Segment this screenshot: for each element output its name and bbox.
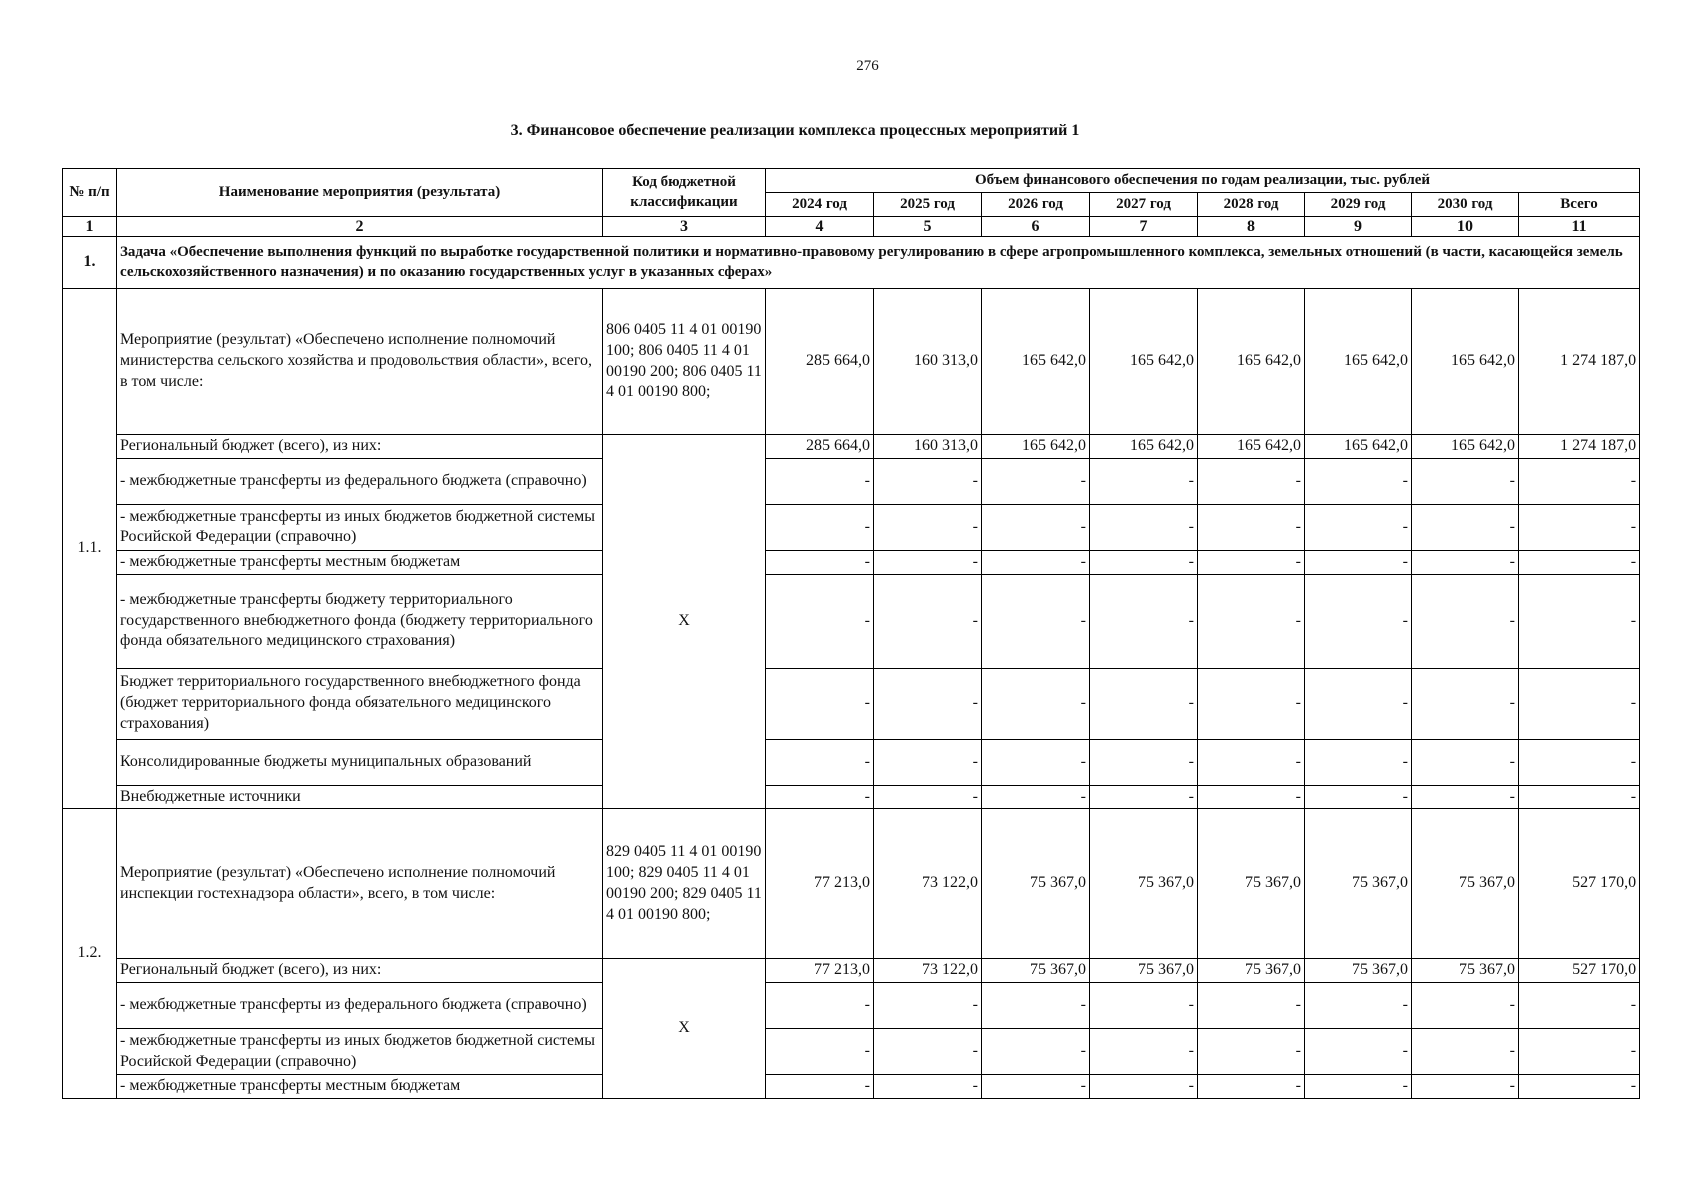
amount-cell: - (1412, 574, 1519, 668)
amount-cell: - (1198, 739, 1305, 785)
amount-cell: - (1198, 668, 1305, 739)
budget-source-name: Региональный бюджет (всего), из них: (117, 959, 603, 983)
amount-cell: - (1198, 1029, 1305, 1075)
amount-cell: - (982, 739, 1090, 785)
budget-source-row (63, 435, 1640, 459)
amount-cell: 75 367,0 (1198, 809, 1305, 959)
amount-cell: - (1412, 668, 1519, 739)
amount-cell: - (982, 668, 1090, 739)
amount-cell: - (874, 458, 982, 504)
header-total: Всего (1519, 193, 1640, 217)
amount-cell: - (766, 574, 874, 668)
budget-source-name: - межбюджетные трансферты из федерального бюджета (справочно) (117, 458, 603, 504)
measure-name: Мероприятие (результат) «Обеспечено исполнение полномочий министерства сельского хозяйства и продовольствия области», всего, в том числе: (117, 289, 603, 435)
amount-cell: - (1305, 668, 1412, 739)
amount-cell: 75 367,0 (1090, 959, 1198, 983)
amount-cell: - (874, 668, 982, 739)
column-index: 6 (982, 217, 1090, 237)
amount-cell: 160 313,0 (874, 289, 982, 435)
task-text: Задача «Обеспечение выполнения функций по выработке государственной политики и нормативно-правовому регулированию в сфере агропромышленного комплекса, земельных отношений (в части, касающейся земель сельскохозяйственного назначения) и по оказанию государственных услуг в указанных сферах» (117, 237, 1640, 289)
amount-cell: - (1412, 1029, 1519, 1075)
header-no: № п/п (63, 169, 117, 217)
amount-cell: - (1305, 1029, 1412, 1075)
amount-cell: - (1090, 504, 1198, 550)
amount-cell: - (1198, 458, 1305, 504)
amount-cell: - (874, 574, 982, 668)
header-year: 2029 год (1305, 193, 1412, 217)
amount-cell: 165 642,0 (1412, 435, 1519, 459)
amount-cell: - (1412, 785, 1519, 809)
amount-cell: - (1305, 574, 1412, 668)
amount-cell: 75 367,0 (1090, 809, 1198, 959)
amount-cell: - (1305, 458, 1412, 504)
header-code: Код бюджетной классификации (603, 169, 766, 217)
amount-cell: - (1198, 550, 1305, 574)
amount-cell: - (1412, 550, 1519, 574)
amount-cell: - (766, 983, 874, 1029)
amount-cell: - (1090, 1075, 1198, 1099)
amount-cell: - (874, 504, 982, 550)
budget-source-row (63, 458, 1640, 504)
header-year: 2024 год (766, 193, 874, 217)
amount-cell: - (766, 1075, 874, 1099)
column-index: 9 (1305, 217, 1412, 237)
budget-source-row (63, 959, 1640, 983)
amount-cell: - (1519, 1075, 1640, 1099)
amount-cell: - (1519, 739, 1640, 785)
amount-cell: - (1519, 785, 1640, 809)
amount-cell: - (1198, 1075, 1305, 1099)
amount-cell: - (1090, 574, 1198, 668)
header-year: 2028 год (1198, 193, 1305, 217)
amount-cell: - (1090, 550, 1198, 574)
amount-cell: - (1305, 785, 1412, 809)
amount-cell: 1 274 187,0 (1519, 435, 1640, 459)
amount-cell: 73 122,0 (874, 959, 982, 983)
amount-cell: - (1090, 785, 1198, 809)
amount-cell: - (874, 739, 982, 785)
amount-cell: 527 170,0 (1519, 959, 1640, 983)
header-year: 2030 год (1412, 193, 1519, 217)
budget-source-row (63, 574, 1640, 668)
budget-source-name: - межбюджетные трансферты местным бюджетам (117, 550, 603, 574)
amount-cell: 77 213,0 (766, 959, 874, 983)
amount-cell: - (1198, 785, 1305, 809)
amount-cell: - (1198, 574, 1305, 668)
amount-cell: 285 664,0 (766, 435, 874, 459)
amount-cell: - (1090, 739, 1198, 785)
amount-cell: - (1305, 504, 1412, 550)
column-index: 3 (603, 217, 766, 237)
amount-cell: - (1305, 983, 1412, 1029)
amount-cell: 165 642,0 (982, 435, 1090, 459)
amount-cell: - (766, 739, 874, 785)
amount-cell: - (1305, 1075, 1412, 1099)
header-name: Наименование мероприятия (результата) (117, 169, 603, 217)
budget-source-row (63, 739, 1640, 785)
amount-cell: - (874, 785, 982, 809)
amount-cell: - (1412, 458, 1519, 504)
amount-cell: - (1090, 458, 1198, 504)
measure-name: Мероприятие (результат) «Обеспечено исполнение полномочий инспекции гостехнадзора области», всего, в том числе: (117, 809, 603, 959)
amount-cell: - (1412, 983, 1519, 1029)
measure-number: 1.2. (63, 809, 117, 1099)
amount-cell: - (1090, 983, 1198, 1029)
amount-cell: - (1198, 504, 1305, 550)
amount-cell: - (1519, 458, 1640, 504)
amount-cell: 1 274 187,0 (1519, 289, 1640, 435)
table-body (63, 217, 1640, 1099)
column-index: 11 (1519, 217, 1640, 237)
amount-cell: 75 367,0 (1305, 809, 1412, 959)
amount-cell: - (766, 668, 874, 739)
amount-cell: - (1198, 983, 1305, 1029)
amount-cell: - (1519, 983, 1640, 1029)
budget-source-name: Внебюджетные источники (117, 785, 603, 809)
header-year: 2025 год (874, 193, 982, 217)
amount-cell: 165 642,0 (1305, 289, 1412, 435)
amount-cell: - (1519, 574, 1640, 668)
column-index: 1 (63, 217, 117, 237)
amount-cell: - (1519, 504, 1640, 550)
column-index: 5 (874, 217, 982, 237)
budget-source-name: - межбюджетные трансферты из иных бюджетов бюджетной системы Росийской Федерации (справочно) (117, 504, 603, 550)
amount-cell: 75 367,0 (1412, 959, 1519, 983)
amount-cell: - (982, 504, 1090, 550)
task-row (63, 237, 1640, 289)
amount-cell: - (982, 1029, 1090, 1075)
amount-cell: - (766, 504, 874, 550)
amount-cell: 165 642,0 (1412, 289, 1519, 435)
amount-cell: - (982, 785, 1090, 809)
column-index-row (63, 217, 1640, 237)
amount-cell: 77 213,0 (766, 809, 874, 959)
budget-source-row (63, 785, 1640, 809)
budget-source-row (63, 983, 1640, 1029)
page-title: 3. Финансовое обеспечение реализации комплекса процессных мероприятий 1 (510, 122, 1080, 139)
amount-cell: - (982, 550, 1090, 574)
amount-cell: - (1519, 550, 1640, 574)
budget-source-name: Консолидированные бюджеты муниципальных образований (117, 739, 603, 785)
budget-source-row (63, 1075, 1640, 1099)
amount-cell: 165 642,0 (1198, 289, 1305, 435)
budget-source-row (63, 504, 1640, 550)
amount-cell: 160 313,0 (874, 435, 982, 459)
amount-cell: - (982, 1075, 1090, 1099)
amount-cell: - (874, 983, 982, 1029)
measure-row (63, 289, 1640, 435)
header-year: 2026 год (982, 193, 1090, 217)
amount-cell: - (1305, 739, 1412, 785)
column-index: 10 (1412, 217, 1519, 237)
budget-source-name: Региональный бюджет (всего), из них: (117, 435, 603, 459)
measure-row (63, 809, 1640, 959)
budget-code: 829 0405 11 4 01 00190 100; 829 0405 11 4 01 00190 200; 829 0405 11 4 01 00190 800; (603, 809, 766, 959)
amount-cell: - (874, 1075, 982, 1099)
column-index: 2 (117, 217, 603, 237)
budget-source-name: - межбюджетные трансферты бюджету территориального государственного внебюджетного фонда (бюджету территориального фонда обязательного медицинского страхования) (117, 574, 603, 668)
page-number: 276 (856, 58, 879, 74)
budget-source-row (63, 668, 1640, 739)
financing-table (62, 168, 1640, 1099)
code-not-applicable: Х (603, 435, 766, 809)
amount-cell: 75 367,0 (1305, 959, 1412, 983)
column-index: 7 (1090, 217, 1198, 237)
amount-cell: 527 170,0 (1519, 809, 1640, 959)
amount-cell: 75 367,0 (1198, 959, 1305, 983)
amount-cell: - (766, 458, 874, 504)
amount-cell: - (1090, 1029, 1198, 1075)
amount-cell: 165 642,0 (1090, 289, 1198, 435)
amount-cell: 75 367,0 (982, 809, 1090, 959)
measure-number: 1.1. (63, 289, 117, 809)
budget-source-name: - межбюджетные трансферты из иных бюджетов бюджетной системы Росийской Федерации (справочно) (117, 1029, 603, 1075)
task-number: 1. (63, 237, 117, 289)
column-index: 8 (1198, 217, 1305, 237)
amount-cell: - (1305, 550, 1412, 574)
budget-source-row (63, 1029, 1640, 1075)
amount-cell: 165 642,0 (1305, 435, 1412, 459)
amount-cell: 285 664,0 (766, 289, 874, 435)
budget-source-name: - межбюджетные трансферты местным бюджетам (117, 1075, 603, 1099)
amount-cell: 165 642,0 (1198, 435, 1305, 459)
amount-cell: 75 367,0 (982, 959, 1090, 983)
amount-cell: 165 642,0 (982, 289, 1090, 435)
amount-cell: - (874, 1029, 982, 1075)
budget-source-row (63, 550, 1640, 574)
amount-cell: 73 122,0 (874, 809, 982, 959)
amount-cell: - (1412, 739, 1519, 785)
amount-cell: - (982, 458, 1090, 504)
amount-cell: - (1519, 1029, 1640, 1075)
column-index: 4 (766, 217, 874, 237)
header-volume: Объем финансового обеспечения по годам реализации, тыс. рублей (766, 169, 1640, 193)
header-year: 2027 год (1090, 193, 1198, 217)
amount-cell: - (982, 983, 1090, 1029)
budget-source-name: Бюджет территориального государственного внебюджетного фонда (бюджет территориального фонда обязательного медицинского страхования) (117, 668, 603, 739)
amount-cell: - (982, 574, 1090, 668)
amount-cell: - (766, 550, 874, 574)
amount-cell: 165 642,0 (1090, 435, 1198, 459)
code-not-applicable: Х (603, 959, 766, 1099)
amount-cell: - (766, 1029, 874, 1075)
amount-cell: - (1412, 504, 1519, 550)
amount-cell: - (766, 785, 874, 809)
amount-cell: - (1519, 668, 1640, 739)
amount-cell: - (1090, 668, 1198, 739)
budget-source-name: - межбюджетные трансферты из федерального бюджета (справочно) (117, 983, 603, 1029)
amount-cell: - (1412, 1075, 1519, 1099)
amount-cell: 75 367,0 (1412, 809, 1519, 959)
budget-code: 806 0405 11 4 01 00190 100; 806 0405 11 4 01 00190 200; 806 0405 11 4 01 00190 800; (603, 289, 766, 435)
amount-cell: - (874, 550, 982, 574)
